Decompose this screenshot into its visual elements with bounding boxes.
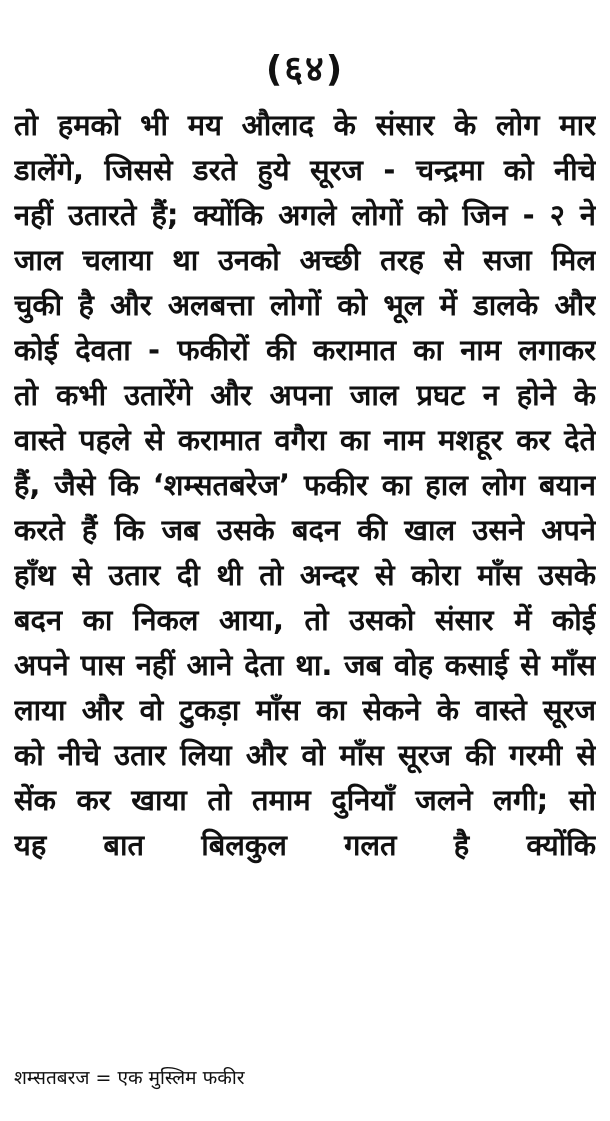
text-line: जाल चलाया था उनको अच्छी तरह से सजा मिल (14, 243, 596, 277)
text-line: चुकी है और अलबत्ता लोगों को भूल में डालके और (14, 288, 596, 322)
page-number: (६४) (265, 49, 345, 90)
text-line: तो हमको भी मय औलाद के संसार के लोग मार (14, 108, 596, 142)
text-line: को नीचे उतार लिया और वो माँस सूरज की गरमी से (14, 738, 596, 772)
text-line: सेंक कर खाया तो तमाम दुनियाँ जलने लगी; सो (14, 783, 596, 817)
text-line: हाँथ से उतार दी थी तो अन्दर से कोरा माँस उसके (14, 558, 596, 592)
text-line: वास्ते पहले से करामात वगैरा का नाम मशहूर कर देते (14, 423, 596, 457)
text-line: करते हैं कि जब उसके बदन की खाल उसने अपने (14, 513, 596, 547)
text-line: बदन का निकल आया, तो उसको संसार में कोई (14, 603, 596, 637)
text-line: यह बात बिलकुल गलत है क्योंकि (14, 828, 596, 862)
text-line: डालेंगे, जिससे डरते हुये सूरज - चन्द्रमा को नीचे (14, 153, 596, 187)
body-text (14, 103, 596, 868)
text-line: कोई देवता - फकीरों की करामात का नाम लगाकर (14, 333, 596, 367)
footnote: शम्सतबरज = एक मुस्लिम फकीर (14, 1067, 245, 1089)
text-line: तो कभी उतारेंगे और अपना जाल प्रघट न होने के (14, 378, 596, 412)
text-line: हैं, जैसे कि ‘शम्सतबरेज’ फकीर का हाल लोग बयान (14, 468, 596, 502)
text-line: लाया और वो टुकड़ा माँस का सेकने के वास्ते सूरज (14, 693, 596, 727)
text-line: नहीं उतारते हैं; क्योंकि अगले लोगों को जिन - २ ने (14, 198, 596, 232)
text-line: अपने पास नहीं आने देता था. जब वोह कसाई से माँस (14, 648, 596, 682)
